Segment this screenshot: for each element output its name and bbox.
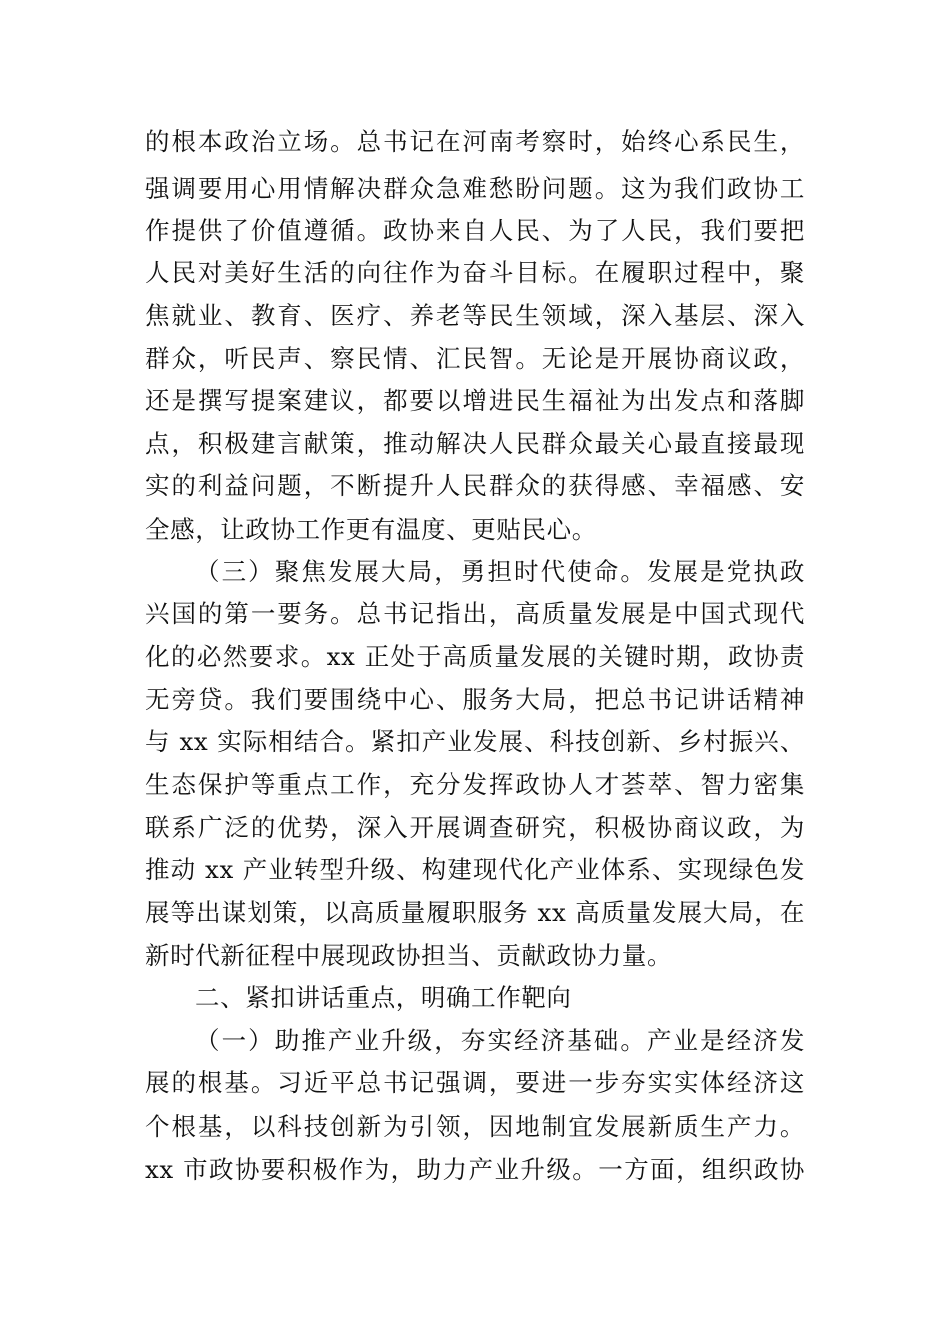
text-line: 展的根基。习近平总书记强调，要进一步夯实实体经济这 — [145, 1068, 805, 1097]
text-line: 展等出谋划策，以高质量履职服务 xx 高质量发展大局，在 — [145, 898, 805, 927]
paragraph-first-line: （三）聚焦发展大局，勇担时代使命。发展是党执政 — [195, 557, 805, 586]
text-line: 强调要用心用情解决群众急难愁盼问题。这为我们政协工 — [145, 174, 805, 203]
text-line: 生态保护等重点工作，充分发挥政协人才荟萃、智力密集 — [145, 770, 805, 799]
text-line: 群众，听民声、察民情、汇民智。无论是开展协商议政， — [145, 344, 805, 373]
paragraph-first-line: （一）助推产业升级，夯实经济基础。产业是经济发 — [195, 1026, 805, 1055]
section-heading: 二、紧扣讲话重点，明确工作靶向 — [195, 983, 572, 1012]
text-line: 人民对美好生活的向往作为奋斗目标。在履职过程中，聚 — [145, 258, 805, 287]
text-line: 化的必然要求。xx 正处于高质量发展的关键时期，政协责 — [145, 642, 805, 671]
text-line: 新时代新征程中展现政协担当、贡献政协力量。 — [145, 941, 673, 970]
text-line: 还是撰写提案建议，都要以增进民生福祉为出发点和落脚 — [145, 386, 805, 415]
text-line: 推动 xx 产业转型升级、构建现代化产业体系、实现绿色发 — [145, 855, 805, 884]
text-line: 焦就业、教育、医疗、养老等民生领域，深入基层、深入 — [145, 301, 805, 330]
text-line: 无旁贷。我们要围绕中心、服务大局，把总书记讲话精神 — [145, 685, 805, 714]
text-line: xx 市政协要积极作为，助力产业升级。一方面，组织政协 — [145, 1155, 805, 1184]
text-line: 作提供了价值遵循。政协来自人民、为了人民，我们要把 — [145, 216, 805, 245]
text-line: 兴国的第一要务。总书记指出，高质量发展是中国式现代 — [145, 599, 805, 628]
text-line: 全感，让政协工作更有温度、更贴民心。 — [145, 515, 597, 544]
text-line: 个根基，以科技创新为引领，因地制宜发展新质生产力。 — [145, 1112, 805, 1141]
text-line: 联系广泛的优势，深入开展调查研究，积极协商议政，为 — [145, 813, 805, 842]
text-line: 的根本政治立场。总书记在河南考察时，始终心系民生， — [145, 127, 805, 156]
text-line: 与 xx 实际相结合。紧扣产业发展、科技创新、乡村振兴、 — [145, 727, 805, 756]
text-line: 实的利益问题，不断提升人民群众的获得感、幸福感、安 — [145, 471, 805, 500]
text-line: 点，积极建言献策，推动解决人民群众最关心最直接最现 — [145, 429, 805, 458]
